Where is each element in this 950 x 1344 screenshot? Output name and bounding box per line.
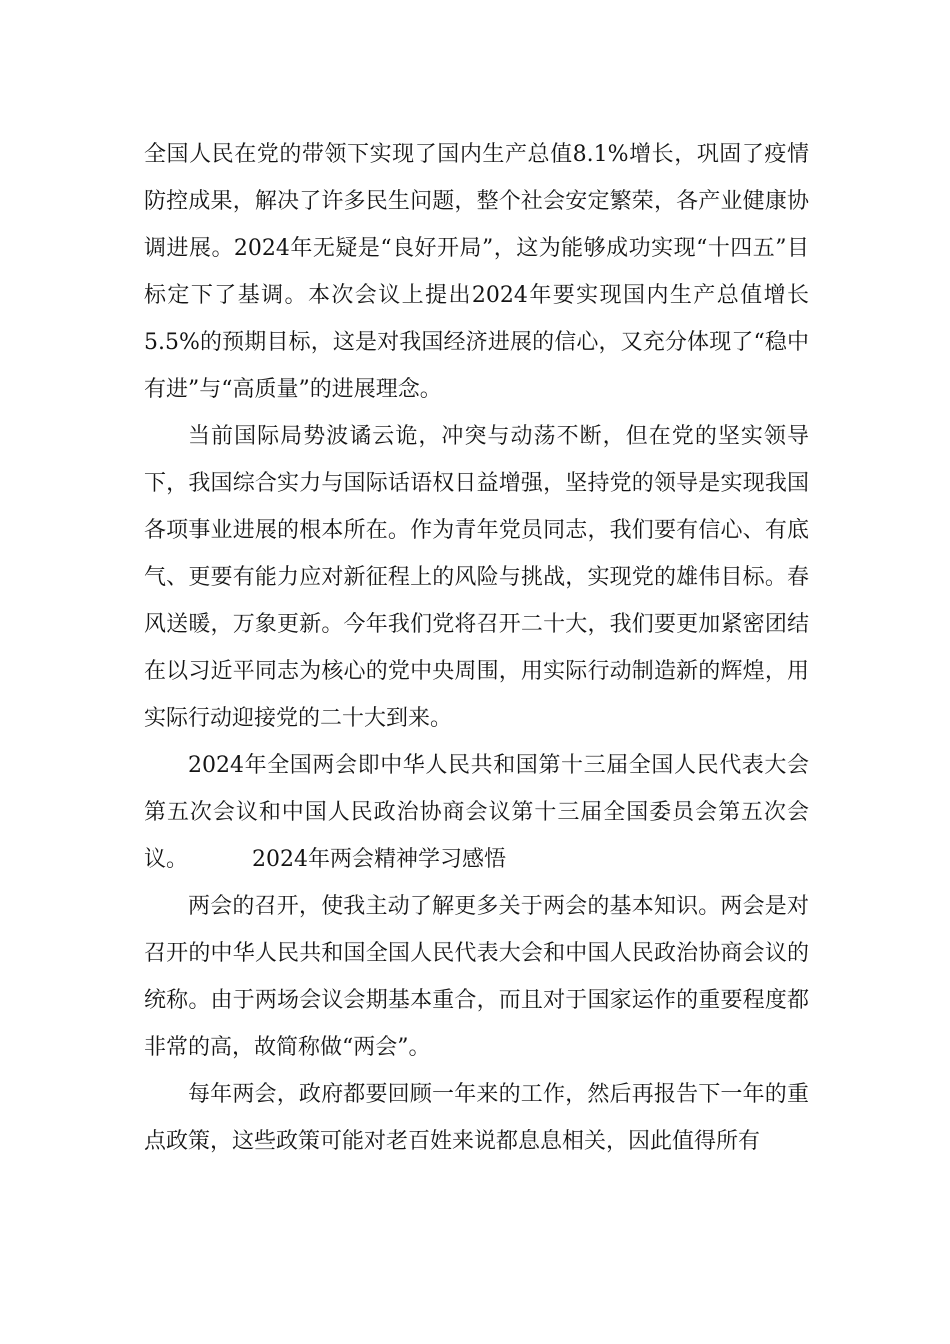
paragraph-5: [144, 1071, 809, 1165]
paragraph-1: [144, 131, 809, 413]
paragraph-2-text: 当前国际局势波谲云诡，冲突与动荡不断，但在党的坚实领导下，我国综合实力与国际话语权日益增强，坚持党的领导是实现我国各项事业进展的根本所在。作为青年党员同志，我们要有信心、有底气、更要有能力应对新征程上的风险与挑战，实现党的雄伟目标。春风送暖，万象更新。今年我们党将召开二十大，我们要更加紧密团结在以习近平同志为核心的党中央周围，用实际行动制造新的辉煌，用实际行动迎接党的二十大到来。: [144, 424, 809, 731]
paragraph-4: [144, 883, 809, 1071]
paragraph-3: [144, 742, 809, 883]
paragraph-4-text: 两会的召开，使我主动了解更多关于两会的基本知识。两会是对召开的中华人民共和国全国人民代表大会和中国人民政治协商会议的统称。由于两场会议会期基本重合，而且对于国家运作的重要程度都非常的高，故简称做“两会”。: [144, 894, 809, 1060]
document-body: [144, 131, 809, 1165]
paragraph-1-text: 全国人民在党的带领下实现了国内生产总值8.1%增长，巩固了疫情防控成果，解决了许多民生问题，整个社会安定繁荣，各产业健康协调进展。2024年无疑是“良好开局”，这为能够成功实现“十四五”目标定下了基调。本次会议上提出2024年要实现国内生产总值增长5.5%的预期目标，这是对我国经济进展的信心，又充分体现了“稳中有进”与“高质量”的进展理念。: [144, 142, 809, 402]
paragraph-2: [144, 413, 809, 742]
paragraph-5-text: 每年两会，政府都要回顾一年来的工作，然后再报告下一年的重点政策，这些政策可能对老百姓来说都息息相关，因此值得所有: [144, 1082, 809, 1154]
paragraph-3-text: 2024年全国两会即中华人民共和国第十三届全国人民代表大会第五次会议和中国人民政治协商会议第十三届全国委员会第五次会议。: [144, 753, 809, 872]
section-heading: 2024年两会精神学习感悟: [252, 847, 507, 872]
